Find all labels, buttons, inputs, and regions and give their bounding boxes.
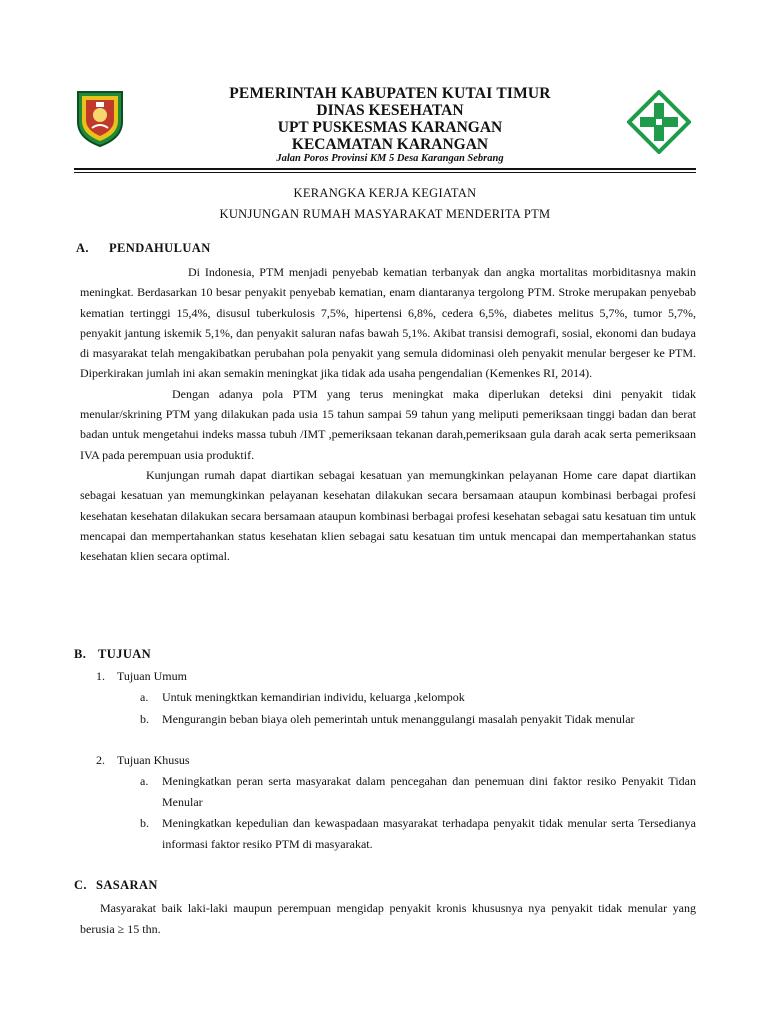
header-government: PEMERINTAH KABUPATEN KUTAI TIMUR: [229, 85, 551, 102]
header-unit: UPT PUSKESMAS KARANGAN: [277, 119, 503, 136]
header-rule-thick: [74, 168, 696, 170]
list-text: Mengurangin beban biaya oleh pemerintah untuk menanggulangi masalah penyakit Tidak menular: [162, 712, 635, 726]
list-number: 1.: [96, 669, 105, 683]
paragraph: Di Indonesia, PTM menjadi penyebab kematian terbanyak dan angka mortalitas morbiditasnya makin meningkat. Berdasarkan 10 besar penyakit penyebab kematian, enam diantaranya tergolong PTM. Stroke merupakan penyebab kematian tertinggi 15,4%, disusul tuberkulosis 7,5%, hipertensi 6,8%, cedera 6,5%, diabetes melitus 5,7%, tumor 5,7%, penyakit jantung iskemik 5,1%, dan penyakit saluran nafas bawah 5,1%. Akibat transisi demografi, sosial, ekonomi dan budaya di masyarakat telah mengakibatkan perubahan pola penyakit yang semula didominasi oleh penyakit menular bergeser ke PTM. Diperkirakan jumlah ini akan semakin meningkat jika tidak ada usaha pengendalian (Kemenkes RI, 2014).: [80, 265, 696, 381]
section-letter: C.: [74, 878, 87, 892]
list-marker: a.: [140, 774, 149, 788]
list-text: Untuk meningktkan kemandirian individu, keluarga ,kelompok: [162, 690, 465, 704]
list-label: Tujuan Khusus: [117, 753, 190, 767]
list-label: Tujuan Umum: [117, 669, 187, 683]
list-text: Meningkatkan kepedulian dan kewaspadaan masyarakat terhadapa penyakit tidak menular serta Tersedianya informasi faktor resiko PTM di masyarakat.: [162, 816, 696, 851]
section-a-body: [80, 262, 696, 566]
document-title: KERANGKA KERJA KEGIATAN: [293, 186, 477, 200]
section-c-body: [80, 898, 696, 940]
kutai-timur-emblem-icon: [74, 88, 126, 148]
puskesmas-cross-icon: [627, 90, 691, 154]
paragraph: Kunjungan rumah dapat diartikan sebagai kesatuan yan memungkinkan pelayanan Home care dapat diartikan sebagai kesatuan yan memungkinkan pelayanan kesehatan dilakukan secara bersamaan ataupun kombinasi berbagai profesi kesehatan kesehatan dilakukan secara bersamaan ataupun kombinasi berbagai profesi kesehatan sebagai satu kesatuan tim untuk mencapai dan mempertahankan status kesehatan klien sebagai satu kesatuan tim untuk mencapai dan mempertahankan status kesehatan klien secara optimal.: [80, 467, 696, 564]
list-number: 2.: [96, 753, 105, 767]
header-district: KECAMATAN KARANGAN: [291, 136, 489, 153]
list-text: Meningkatkan peran serta masyarakat dalam pencegahan dan penemuan dini faktor resiko Penyakit Tidan Menular: [162, 774, 696, 809]
paragraph: Dengan adanya pola PTM yang terus meningkat maka diperlukan deteksi dini penyakit tidak menular/skrining PTM yang dilakukan pada usia 15 tahun sampai 59 tahun yang meliputi pemeriksaan tinggi badan dan berat badan untuk mengetahui indeks massa tubuh /IMT ,pemeriksaan tekanan darah,pemeriksaan gula darah acak serta pemeriksaan IVA pada perempuan usia produktif.: [80, 386, 696, 462]
section-title: PENDAHULUAN: [109, 241, 211, 255]
list-marker: b.: [140, 816, 149, 830]
list-marker: b.: [140, 712, 149, 726]
section-title: TUJUAN: [98, 647, 152, 661]
section-letter: A.: [76, 241, 89, 255]
list-marker: a.: [140, 690, 149, 704]
section-letter: B.: [74, 647, 87, 661]
header-rule-thin: [74, 172, 696, 173]
header-address: Jalan Poros Provinsi KM 5 Desa Karangan Sebrang: [276, 153, 504, 164]
document-subtitle: KUNJUNGAN RUMAH MASYARAKAT MENDERITA PTM: [219, 207, 551, 221]
paragraph: Masyarakat baik laki-laki maupun perempuan mengidap penyakit kronis khususnya nya penyakit tidak menular yang berusia ≥ 15 thn.: [80, 901, 696, 936]
section-title: SASARAN: [96, 878, 158, 892]
header-agency: DINAS KESEHATAN: [316, 102, 464, 119]
